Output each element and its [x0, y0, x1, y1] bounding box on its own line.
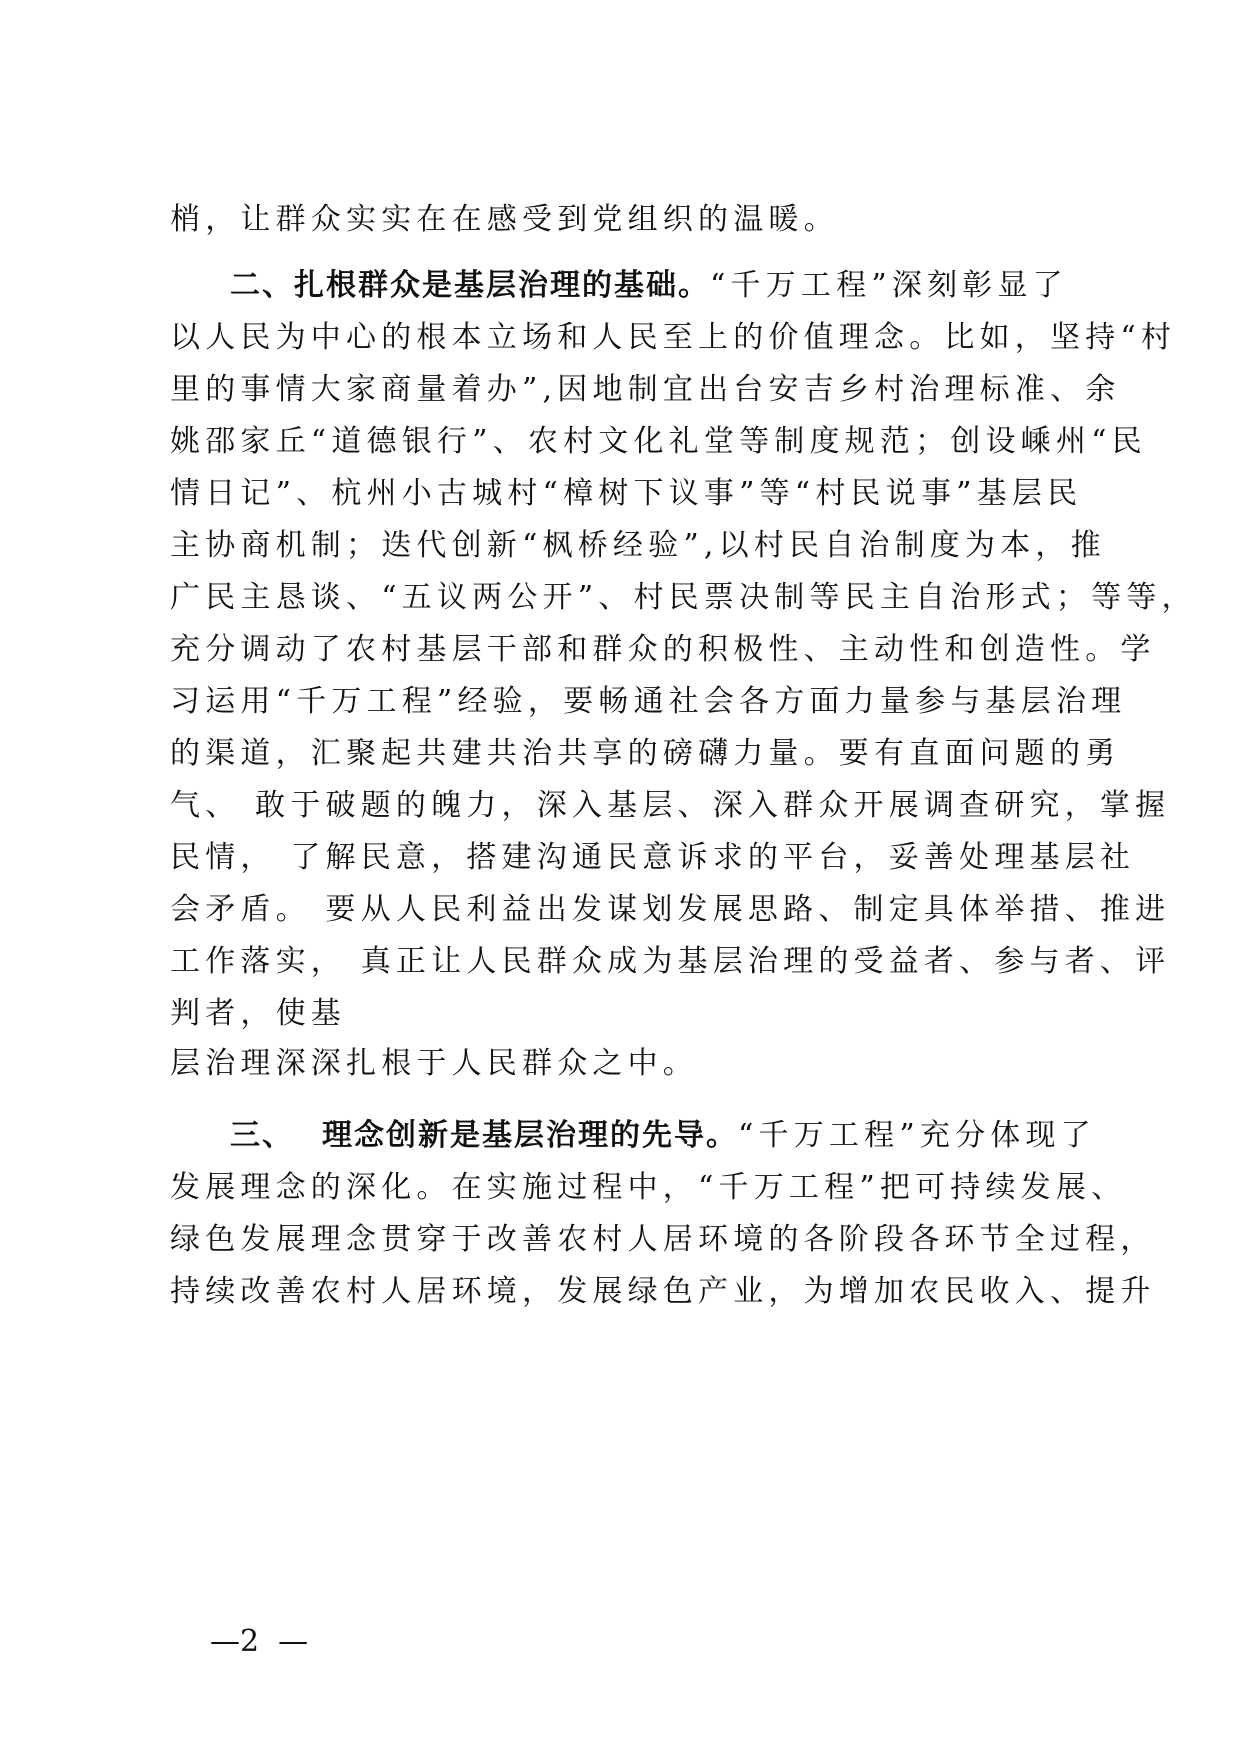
section-2-heading: 二、扎根群众是基层治理的基础。: [230, 268, 710, 303]
paragraph-line: 里的事情大家商量着办”,因地制宜出台安吉乡村治理标准、余: [170, 372, 1121, 407]
paragraph-line: 持续改善农村人居环境，发展绿色产业，为增加农民收入、提升: [170, 1274, 1156, 1309]
section-3-text: “千万工程”充分体现了: [738, 1118, 1096, 1153]
section-2-text: “千万工程”深刻彰显了: [710, 268, 1068, 303]
paragraph-line: 姚邵家丘“道德银行”、农村文化礼堂等制度规范；创设嵊州“民: [170, 424, 1147, 459]
paragraph-line: 发展理念的深化。在实施过程中，“千万工程”把可持续发展、: [170, 1170, 1127, 1205]
continuation-line: 梢，让群众实实在在感受到党组织的温暖。: [170, 202, 839, 237]
section-2-first-line: [230, 266, 1068, 306]
paragraph-line: 层治理深深扎根于人民群众之中。: [170, 1046, 698, 1081]
paragraph-line: 气、 敢于破题的魄力，深入基层、深入群众开展调查研究，掌握: [170, 788, 1171, 823]
paragraph-line: 情日记”、杭州小古城村“樟树下议事”等“村民说事”基层民: [170, 476, 1083, 511]
section-3-first-line: [230, 1116, 1096, 1156]
paragraph-line: 民情， 了解民意，搭建沟通民意诉求的平台，妥善处理基层社: [170, 840, 1136, 875]
paragraph-line: 广民主恳谈、“五议两公开”、村民票决制等民主自治形式；等等，: [170, 580, 1197, 615]
paragraph-line: 充分调动了农村基层干部和群众的积极性、主动性和创造性。学: [170, 632, 1156, 667]
paragraph-line: 工作落实， 真正让人民群众成为基层治理的受益者、参与者、评: [170, 944, 1171, 979]
paragraph-line: 判者，使基: [170, 996, 346, 1031]
paragraph-line: 以人民为中心的根本立场和人民至上的价值理念。比如，坚持“村: [170, 320, 1177, 355]
paragraph-line: 的渠道，汇聚起共建共治共享的磅礴力量。要有直面问题的勇: [170, 736, 1121, 771]
section-3-heading: 理念创新是基层治理的先导。: [322, 1118, 738, 1153]
section-3-heading-number: 三、: [230, 1118, 294, 1153]
page-number: —2 —: [210, 1624, 309, 1659]
paragraph-line: 习运用“千万工程”经验，要畅通社会各方面力量参与基层治理: [170, 684, 1127, 719]
paragraph-line: 绿色发展理念贯穿于改善农村人居环境的各阶段各环节全过程，: [170, 1222, 1156, 1257]
paragraph-line: 主协商机制；迭代创新“枫桥经验”,以村民自治制度为本，推: [170, 528, 1106, 563]
paragraph-line: 会矛盾。 要从人民利益出发谋划发展思路、制定具体举措、推进: [170, 892, 1171, 927]
